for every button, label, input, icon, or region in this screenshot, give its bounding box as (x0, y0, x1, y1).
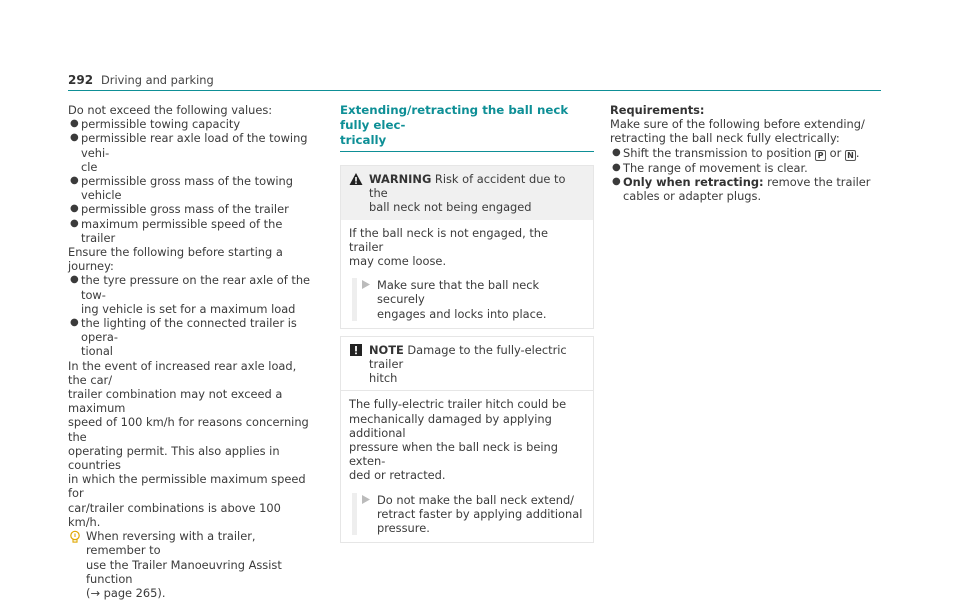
warning-header (341, 166, 593, 220)
requirements-intro: Make sure of the following before extending/ retracting the ball neck fully electrically: (610, 117, 865, 146)
page-number: 292 (68, 73, 94, 87)
note-body (341, 390, 593, 542)
note-label: NOTE (369, 342, 404, 357)
page-header (68, 73, 881, 91)
warning-triangle-icon (349, 172, 363, 186)
section-title: Driving and parking (101, 73, 214, 87)
gear-p-key: P (815, 150, 826, 161)
requirements-title: Requirements: (610, 103, 705, 117)
play-arrow-icon (362, 280, 370, 289)
section-heading: Extending/retracting the ball neck fully elec- trically (340, 103, 594, 152)
ensure-intro: Ensure the following before starting a journey: (68, 245, 283, 274)
tip-text[interactable]: When reversing with a trailer, remember to use the Trailer Manoeuvring Assist function (→ page 265). (86, 529, 282, 600)
only-when-label: Only when retracting: (623, 174, 764, 189)
list-item: ● the tyre pressure on the rear axle of the tow- ing vehicle is set for a maximum load (70, 273, 311, 316)
warning-label: WARNING (369, 172, 432, 186)
bullet-icon: ● (612, 161, 621, 173)
speed-paragraph: In the event of increased rear axle load, the car/ trailer combination may not exceed a maximum speed of 100 km/h for reasons concerning the operating permit. This also applies in countries in which the permissible maximum speed for car/trailer combinations is above 100 km/h. (68, 358, 309, 529)
list-item: ● permissible rear axle load of the towing vehi- cle (70, 131, 308, 174)
list-item: ● permissible gross mass of the towing vehicle (70, 174, 294, 203)
column-middle (340, 103, 594, 543)
bullet-icon: ● (612, 146, 621, 158)
note-action (352, 493, 585, 536)
list-item: ● The range of movement is clear. (612, 160, 808, 175)
bullet-icon: ● (70, 175, 79, 187)
bullet-icon: ● (70, 203, 79, 215)
list-item: ● permissible towing capacity (70, 117, 241, 132)
list-item: ● Shift the transmission to position P or N . (612, 145, 860, 160)
warning-action-text: Make sure that the ball neck securely engages and locks into place. (377, 278, 547, 321)
warning-heading: Risk of accident due to the ball neck not being engaged (369, 172, 566, 215)
gear-n-key: N (845, 150, 856, 161)
list-item: ● Only when retracting: remove the trailer cables or adapter plugs. (612, 174, 871, 204)
limits-intro: Do not exceed the following values: (68, 103, 273, 117)
list-item: ● maximum permissible speed of the trailer (70, 216, 283, 245)
bullet-icon: ● (70, 274, 79, 286)
bullet-icon: ● (70, 217, 79, 229)
lightbulb-icon (68, 530, 82, 544)
note-text: The fully-electric trailer hitch could be mechanically damaged by applying additional pressure when the ball neck is being exten- ded or retracted. (349, 397, 567, 483)
warning-body (341, 220, 593, 328)
note-heading: Damage to the fully-electric trailer hitch (369, 342, 567, 386)
warning-box (340, 165, 594, 329)
list-item: ● permissible gross mass of the trailer (70, 202, 289, 217)
tip-note (68, 529, 313, 600)
exclamation-icon (349, 343, 363, 357)
bullet-icon: ● (612, 175, 621, 187)
bullet-icon: ● (70, 118, 79, 130)
warning-action (352, 278, 585, 321)
note-action-text: Do not make the ball neck extend/ retract faster by applying additional pressure. (377, 492, 583, 536)
note-box (340, 336, 594, 543)
requirements-list (610, 146, 882, 204)
note-header (341, 337, 593, 391)
bullet-icon: ● (70, 317, 79, 329)
warning-text: If the ball neck is not engaged, the trailer may come loose. (349, 225, 549, 269)
column-left (68, 103, 313, 600)
bullet-icon: ● (70, 132, 79, 144)
list-item: ● the lighting of the connected trailer is opera- tional (70, 316, 297, 359)
column-right (610, 103, 882, 203)
ensure-list (68, 273, 313, 358)
limits-list (68, 117, 313, 245)
play-arrow-icon (362, 495, 370, 504)
